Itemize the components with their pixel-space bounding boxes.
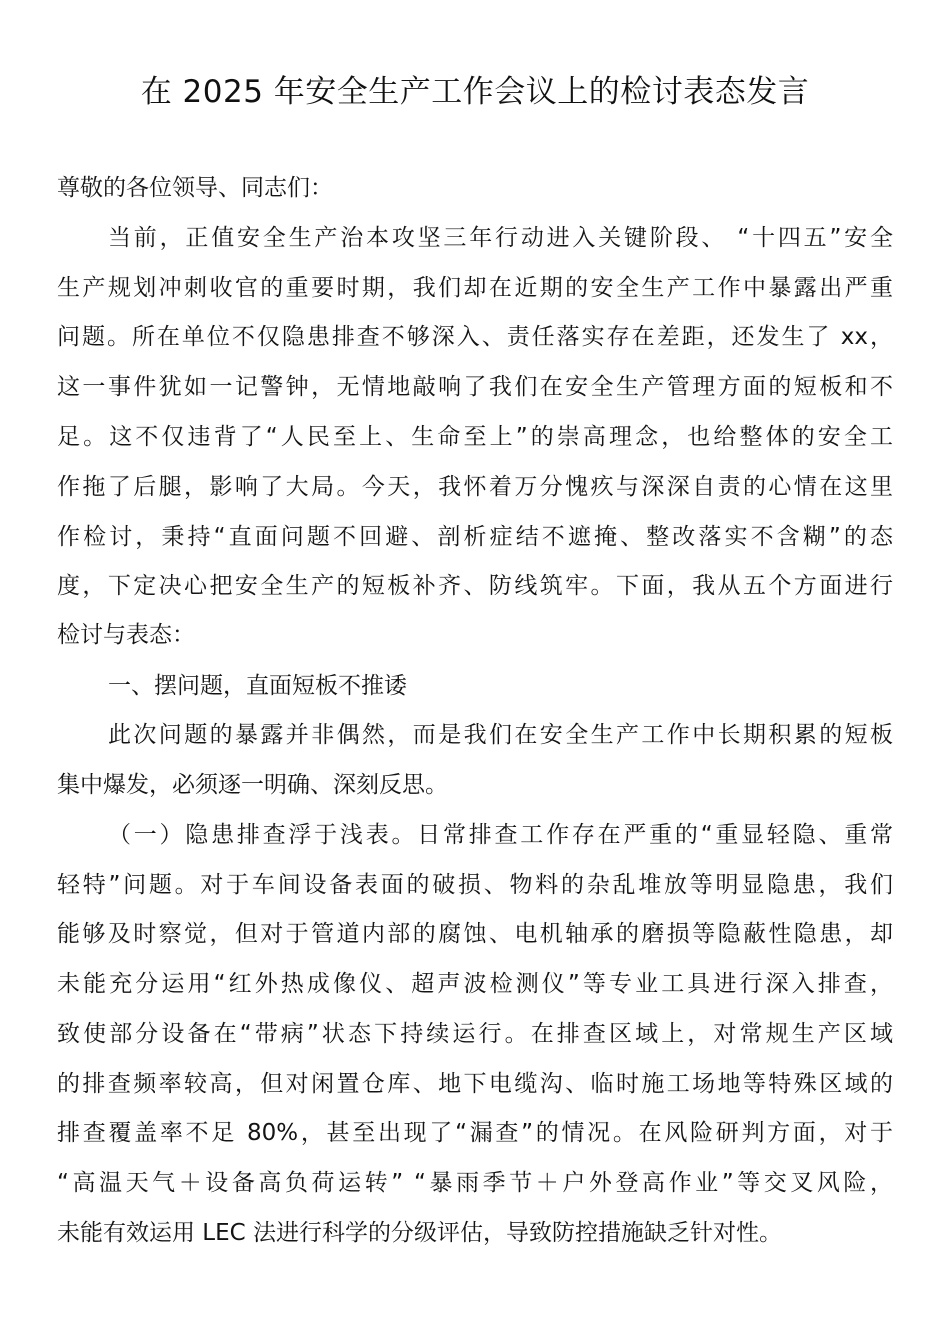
paragraph-line: 检讨与表态： xyxy=(57,622,195,648)
paragraph-line: 未能有效运用 LEC 法进行科学的分级评估，导致防控措施缺乏针对性。 xyxy=(57,1220,783,1246)
paragraph-line: （一）隐患排查浮于浅表。日常排查工作存在严重的“重显轻隐、重常 xyxy=(108,822,893,848)
paragraph-line: 作拖了后腿，影响了大局。今天，我怀着万分愧疚与深深自责的心情在这里 xyxy=(57,474,893,500)
paragraph-line: 的排查频率较高，但对闲置仓库、地下电缆沟、临时施工场地等特殊区域的 xyxy=(57,1071,893,1097)
paragraph-line: 未能充分运用“红外热成像仪、超声波检测仪”等专业工具进行深入排查， xyxy=(57,971,893,997)
paragraph-line: 能够及时察觉，但对于管道内部的腐蚀、电机轴承的磨损等隐蔽性隐患，却 xyxy=(57,921,893,947)
paragraph-line: 轻特”问题。对于车间设备表面的破损、物料的杂乱堆放等明显隐患，我们 xyxy=(57,872,893,898)
paragraph-line: 当前，正值安全生产治本攻坚三年行动进入关键阶段、 “十四五”安全 xyxy=(108,225,893,251)
paragraph-line: 集中爆发，必须逐一明确、深刻反思。 xyxy=(57,772,448,798)
paragraph-line: 这一事件犹如一记警钟，无情地敲响了我们在安全生产管理方面的短板和不 xyxy=(57,374,893,400)
paragraph-line: 度，下定决心把安全生产的短板补齐、防线筑牢。下面，我从五个方面进行 xyxy=(57,573,893,599)
salutation: 尊敬的各位领导、同志们： xyxy=(57,175,333,201)
paragraph-line: 致使部分设备在“带病”状态下持续运行。在排查区域上，对常规生产区域 xyxy=(57,1021,893,1047)
section-heading: 一、摆问题，直面短板不推诿 xyxy=(108,673,407,699)
paragraph-line: “高温天气＋设备高负荷运转” “暴雨季节＋户外登高作业”等交叉风险， xyxy=(57,1170,893,1196)
paragraph-line: 此次问题的暴露并非偶然，而是我们在安全生产工作中长期积累的短板 xyxy=(108,722,893,748)
paragraph-line: 生产规划冲刺收官的重要时期，我们却在近期的安全生产工作中暴露出严重 xyxy=(57,275,893,301)
paragraph-line: 问题。所在单位不仅隐患排查不够深入、责任落实存在差距，还发生了 xx， xyxy=(57,324,893,350)
document-title: 在 2025 年安全生产工作会议上的检讨表态发言 xyxy=(140,74,810,110)
paragraph-line: 作检讨，秉持“直面问题不回避、剖析症结不遮掩、整改落实不含糊”的态 xyxy=(57,524,893,550)
paragraph-line: 排查覆盖率不足 80%，甚至出现了“漏查”的情况。在风险研判方面，对于 xyxy=(57,1120,893,1146)
paragraph-line: 足。这不仅违背了“人民至上、生命至上”的崇高理念，也给整体的安全工 xyxy=(57,424,893,450)
